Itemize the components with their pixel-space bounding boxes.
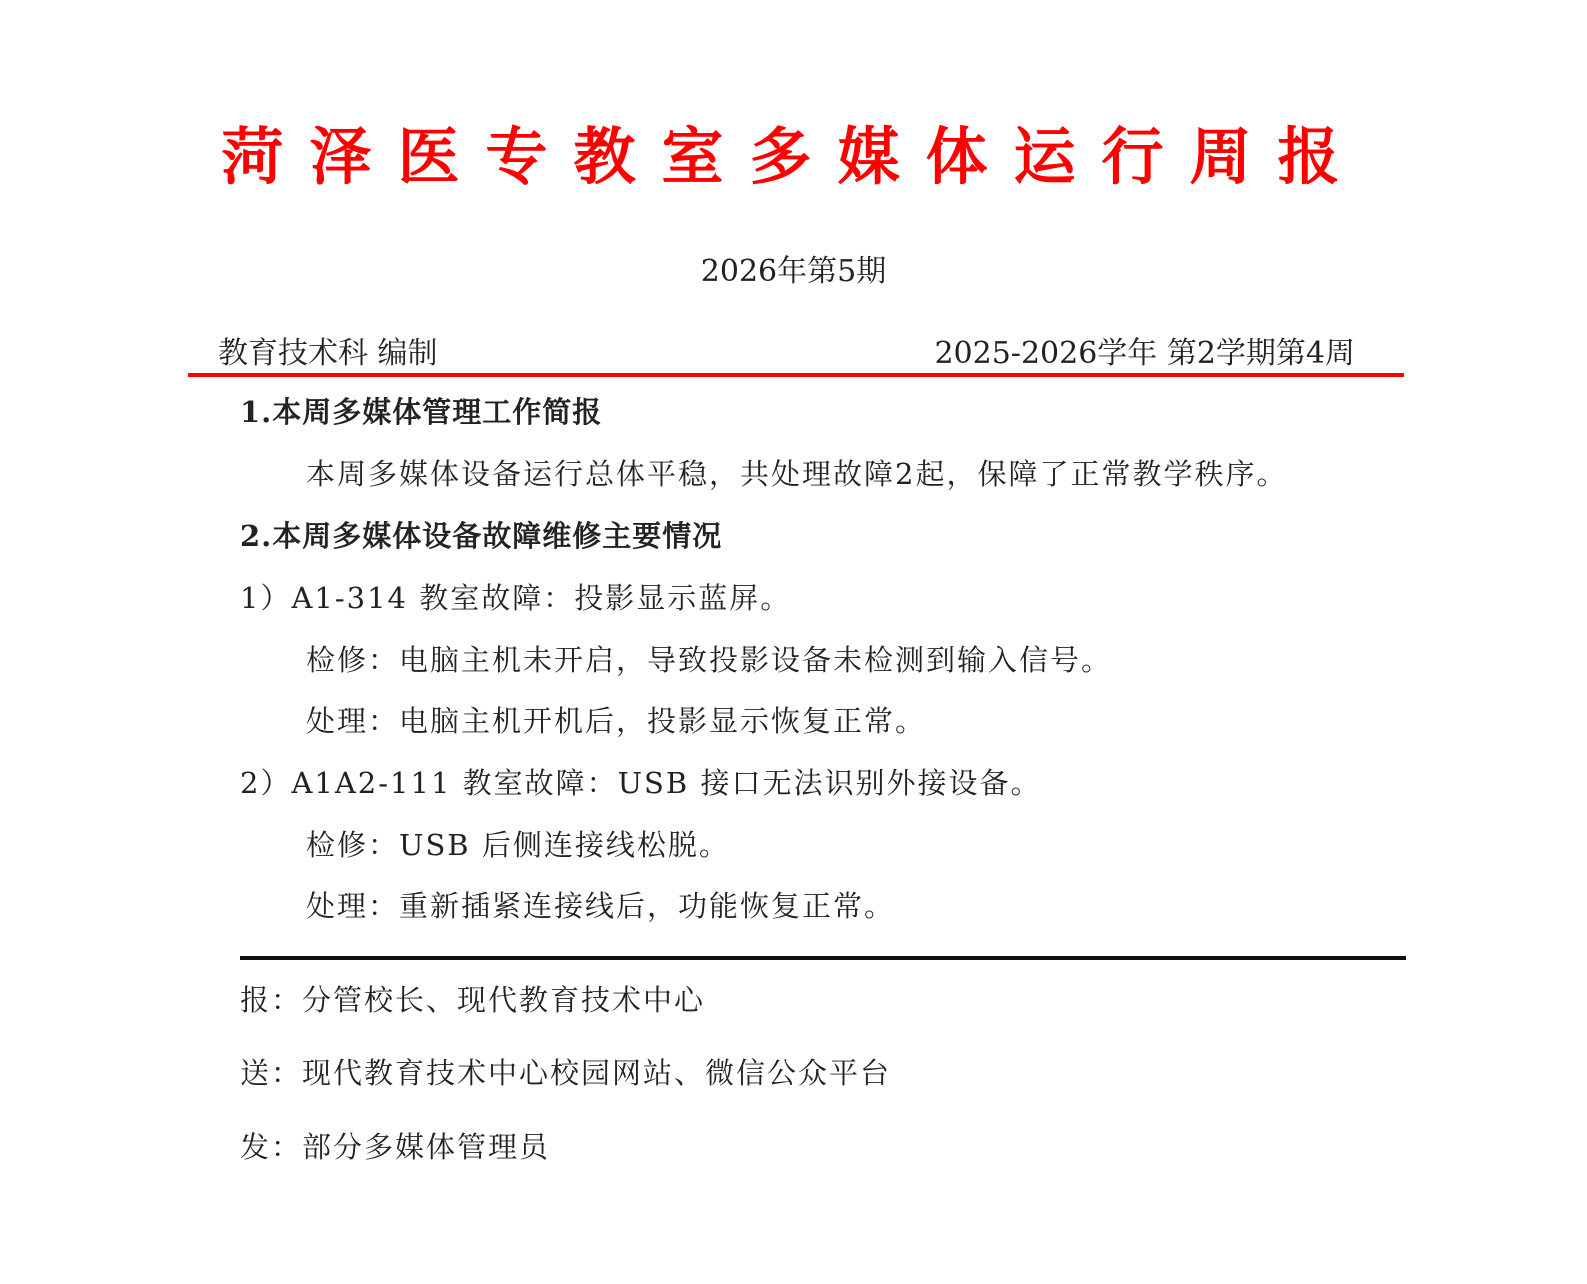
section-1-heading: 1.本周多媒体管理工作简报: [240, 395, 603, 429]
fault-1-title: 1）A1-314 教室故障：投影显示蓝屏。: [240, 581, 792, 615]
fault-1-inspection: 检修：电脑主机未开启，导致投影设备未检测到输入信号。: [306, 643, 1113, 677]
issue-number: 2026年第5期: [700, 254, 887, 289]
section-2-heading: 2.本周多媒体设备故障维修主要情况: [240, 519, 723, 553]
footer-divider: [240, 956, 1406, 960]
fault-1-resolution: 处理：电脑主机开机后，投影显示恢复正常。: [306, 704, 927, 738]
fault-2-title: 2）A1A2-111 教室故障：USB 接口无法识别外接设备。: [240, 766, 1042, 800]
report-title: 菏泽医专教室多媒体运行周报: [221, 120, 1366, 193]
distribute-to: 发：部分多媒体管理员: [240, 1130, 551, 1164]
header-divider: [188, 373, 1404, 377]
editor-department: 教育技术科 编制: [218, 336, 438, 371]
report-to: 报：分管校长、现代教育技术中心: [240, 983, 706, 1017]
section-1-summary: 本周多媒体设备运行总体平稳，共处理故障2起，保障了正常教学秩序。: [306, 457, 1288, 491]
fault-2-resolution: 处理：重新插紧连接线后，功能恢复正常。: [306, 889, 896, 923]
send-to: 送：现代教育技术中心校园网站、微信公众平台: [240, 1056, 892, 1090]
semester-week: 2025-2026学年 第2学期第4周: [934, 336, 1355, 371]
fault-2-inspection: 检修：USB 后侧连接线松脱。: [306, 828, 730, 862]
